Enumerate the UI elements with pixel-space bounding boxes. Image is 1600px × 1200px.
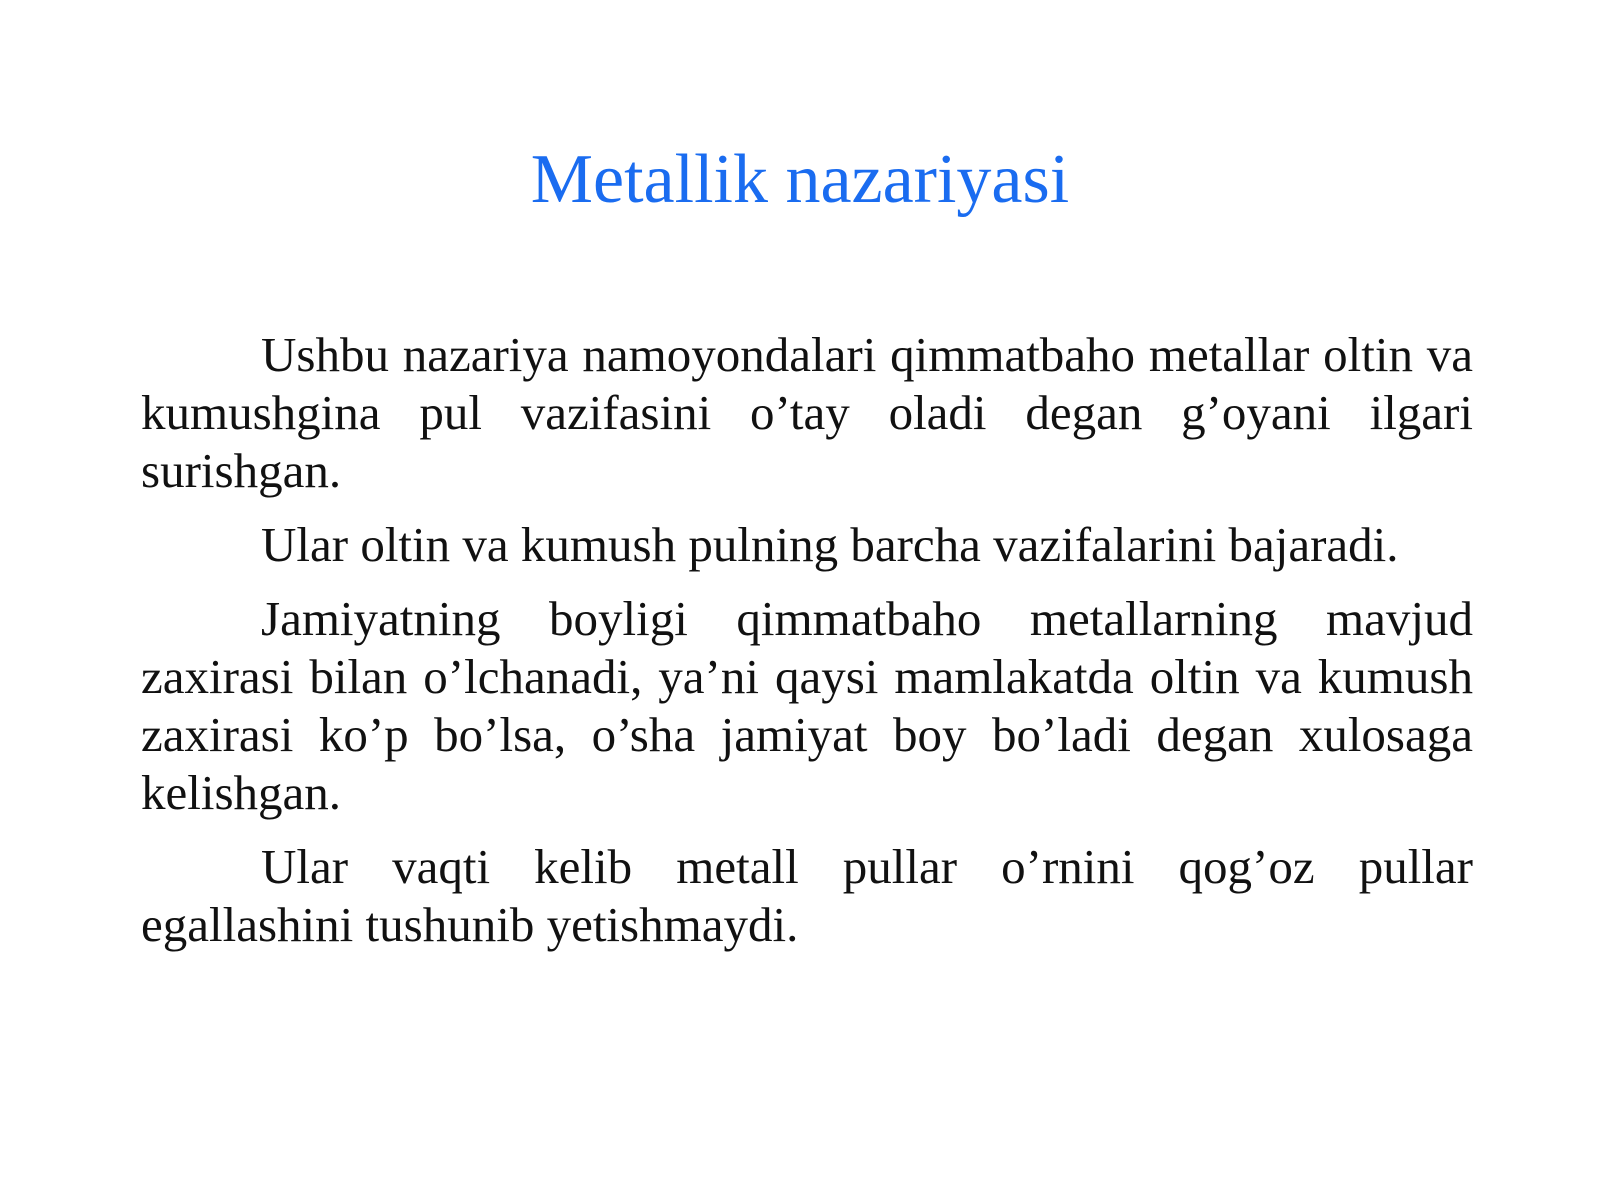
paragraph-4: Ular vaqti kelib metall pullar o’rnini qog’oz pullar egallashini tushunib yetishmaydi. <box>141 839 1473 952</box>
paragraph-1: Ushbu nazariya namoyondalari qimmatbaho metallar oltin va kumushgina pul vazifasini o’tay oladi degan g’oyani ilgari surishgan. <box>141 327 1473 498</box>
slide-body <box>141 326 1473 970</box>
slide-title: Metallik nazariyasi <box>530 141 1070 218</box>
paragraph-2: Ular oltin va kumush pulning barcha vazifalarini bajaradi. <box>261 517 1399 572</box>
paragraph-3: Jamiyatning boyligi qimmatbaho metallarning mavjud zaxirasi bilan o’lchanadi, ya’ni qaysi mamlakatda oltin va kumush zaxirasi ko’p bo’lsa, o’sha jamiyat boy bo’ladi degan xulosaga kelishgan. <box>141 591 1473 820</box>
